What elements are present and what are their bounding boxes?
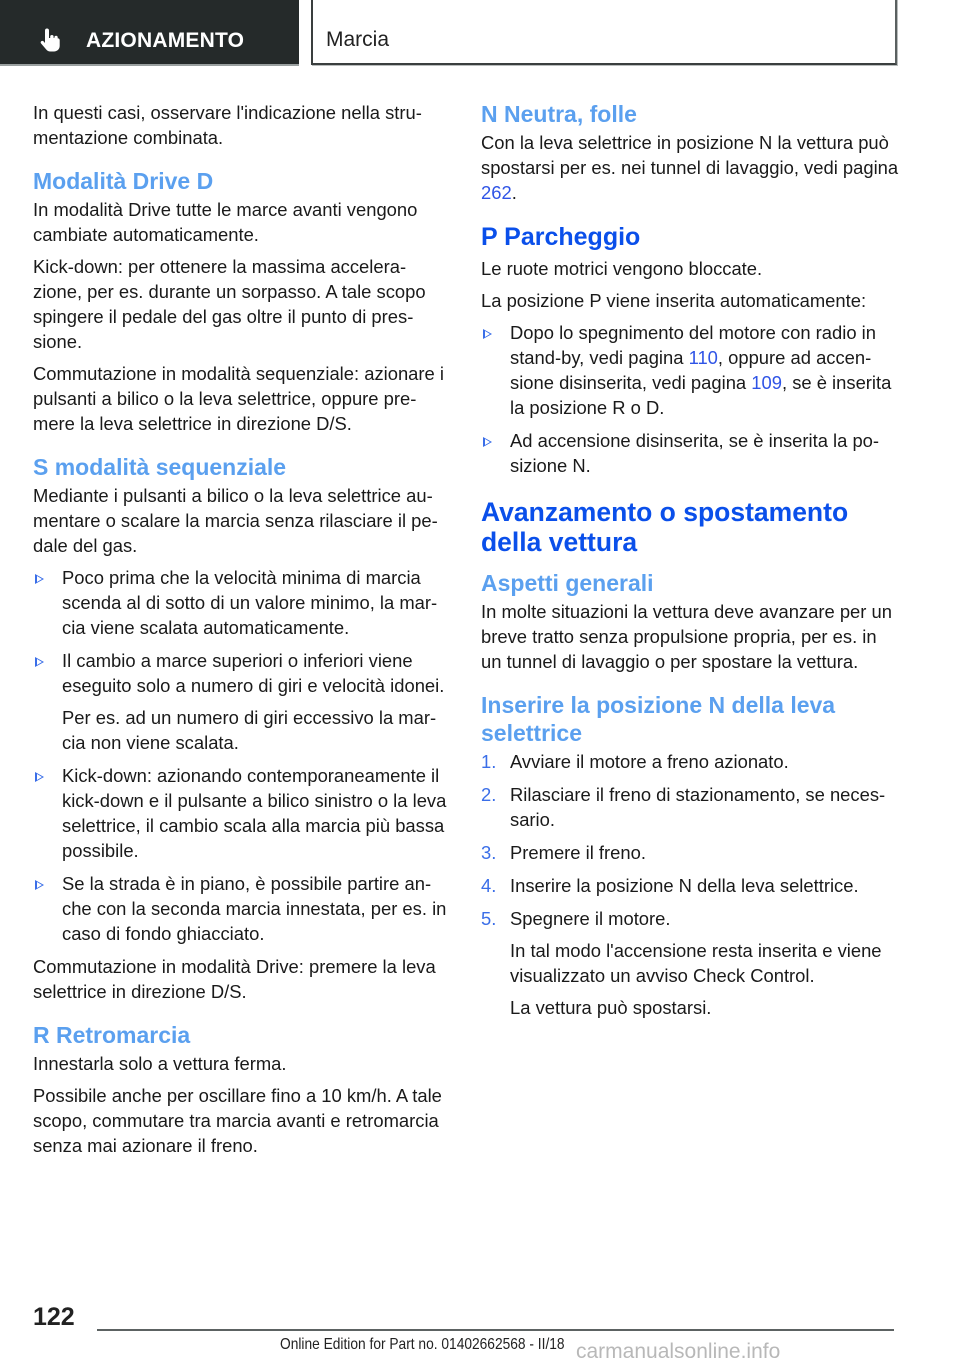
right-column	[481, 100, 901, 1028]
paragraph: Commutazione in modalità sequenziale: azionare i pulsanti a bilico o la leva selettrice, oppure premere la leva selettrice in direzione D/S.	[33, 363, 444, 434]
paragraph: Le ruote motrici vengono bloccate.	[481, 258, 763, 279]
step-text: Inserire la posizione N della leva selettrice.	[510, 875, 859, 896]
paragraph: Commutazione in modalità Drive: premere la leva selettrice in direzione D/S.	[33, 956, 436, 1002]
section-label: AZIONAMENTO	[86, 29, 245, 52]
heading-neutral: N Neutra, folle	[481, 101, 637, 127]
step-item	[481, 782, 901, 832]
watermark: carmanualsonline.info	[576, 1340, 781, 1363]
step-item	[481, 906, 901, 1020]
chapter-label: Marcia	[326, 28, 390, 51]
page-number: 122	[33, 1303, 75, 1331]
step-text: Premere il freno.	[510, 842, 646, 863]
list-item-text: Kick-down: azionando contemporaneamente il kick-down e il pulsante a bilico sinistro o la leva selettrice, il cambio scala alla marcia più bassa possibile.	[62, 765, 447, 861]
section-tab	[0, 0, 299, 66]
bullet-list	[33, 565, 448, 946]
list-item-text: Dopo lo spegnimento del motore con radio in stand-by, vedi pagina	[510, 322, 876, 368]
triangle-bullet-icon	[35, 574, 44, 584]
step-item	[481, 873, 901, 898]
paragraph: Kick-down: per ottenere la massima accelerazione, per es. durante un sorpasso. A tale scopo spingere il pedale del gas oltre il punto di pressione.	[33, 256, 426, 352]
numbered-steps	[481, 749, 901, 1020]
paragraph: Mediante i pulsanti a bilico o la leva selettrice aumentare o scalare la marcia senza rilasciare il pedale del gas.	[33, 485, 438, 556]
triangle-bullet-icon	[35, 657, 44, 667]
step-text: Rilasciare il freno di stazionamento, se necessario.	[510, 784, 886, 830]
step-number: 4.	[481, 875, 497, 896]
list-item	[33, 565, 448, 640]
page-link-110[interactable]: 110	[688, 347, 718, 368]
step-number: 3.	[481, 842, 497, 863]
edition-text: Online Edition for Part no. 01402662568 - II/18	[280, 1336, 565, 1353]
paragraph: In molte situazioni la vettura deve avanzare per un breve tratto senza propulsione propria, per es. in un tunnel di lavaggio o per spostare la vettura.	[481, 601, 892, 672]
list-item-text: Ad accensione disinserita, se è inserita la posizione N.	[510, 430, 880, 476]
step-note: In tal modo l'accensione resta inserita e viene visualizzato un avviso Check Control.	[510, 940, 882, 986]
step-number: 1.	[481, 751, 497, 772]
heading-reverse: R Retromarcia	[33, 1022, 191, 1048]
step-item	[481, 749, 901, 774]
paragraph: In modalità Drive tutte le marce avanti vengono cambiate automaticamente.	[33, 199, 418, 245]
step-item	[481, 840, 901, 865]
paragraph: Possibile anche per oscillare fino a 10 km/h. A tale scopo, commutare tra marcia avanti e retromarcia senza mai azionare il freno.	[33, 1085, 442, 1156]
bullet-list	[481, 320, 901, 478]
list-item	[481, 320, 901, 420]
hand-pointer-icon	[38, 27, 64, 53]
heading-park: P Parcheggio	[481, 223, 641, 251]
page-link-262[interactable]: 262	[481, 182, 512, 203]
triangle-bullet-icon	[35, 880, 44, 890]
intro-paragraph: In questi casi, osservare l'indicazione nella strumentazione combinata.	[33, 102, 422, 148]
list-item-text: Poco prima che la velocità minima di marcia scenda al di sotto di un valore minimo, la marcia viene scalata automaticamente.	[62, 567, 438, 638]
left-column	[33, 100, 448, 1165]
step-text: Spegnere il motore.	[510, 908, 671, 929]
step-number: 5.	[481, 908, 497, 929]
list-item-text: , se è inserita la posizione R o D.	[510, 372, 892, 418]
heading-insert-neutral: Inserire la posizione N della leva selettrice	[481, 692, 836, 746]
list-item	[33, 763, 448, 863]
triangle-bullet-icon	[483, 329, 492, 339]
step-text: Avviare il motore a freno azionato.	[510, 751, 789, 772]
paragraph: Innestarla solo a vettura ferma.	[33, 1053, 287, 1074]
list-item	[481, 428, 901, 478]
heading-drive-mode: Modalità Drive D	[33, 168, 214, 194]
chapter-box	[311, 0, 897, 65]
list-item-note: Per es. ad un numero di giri eccessivo la marcia non viene scalata.	[62, 707, 437, 753]
page-link-109[interactable]: 109	[751, 372, 782, 393]
paragraph-text: .	[511, 182, 517, 203]
footer-divider	[97, 1329, 894, 1331]
heading-sequential-mode: S modalità sequenziale	[33, 454, 287, 480]
list-item-text: Il cambio a marce superiori o inferiori viene eseguito solo a numero di giri e velocità idonei.	[62, 650, 445, 696]
triangle-bullet-icon	[483, 437, 492, 447]
list-item-text: , oppure ad accensione disinserita, vedi pagina	[510, 347, 872, 393]
paragraph: La posizione P viene inserita automaticamente:	[481, 290, 867, 311]
list-item-text: Se la strada è in piano, è possibile partire anche con la seconda marcia innestata, per es. in caso di fondo ghiacciato.	[62, 873, 447, 944]
paragraph-text: Con la leva selettrice in posizione N la vettura può spostarsi per es. nei tunnel di lavaggio, vedi pagina	[481, 132, 899, 178]
triangle-bullet-icon	[35, 772, 44, 782]
heading-moving-vehicle: Avanzamento o spostamento della vettura	[481, 497, 849, 557]
paragraph	[481, 130, 901, 205]
step-note: La vettura può spostarsi.	[510, 997, 712, 1018]
step-number: 2.	[481, 784, 497, 805]
list-item	[33, 871, 448, 946]
list-item	[33, 648, 448, 755]
heading-general-aspects: Aspetti generali	[481, 570, 654, 596]
